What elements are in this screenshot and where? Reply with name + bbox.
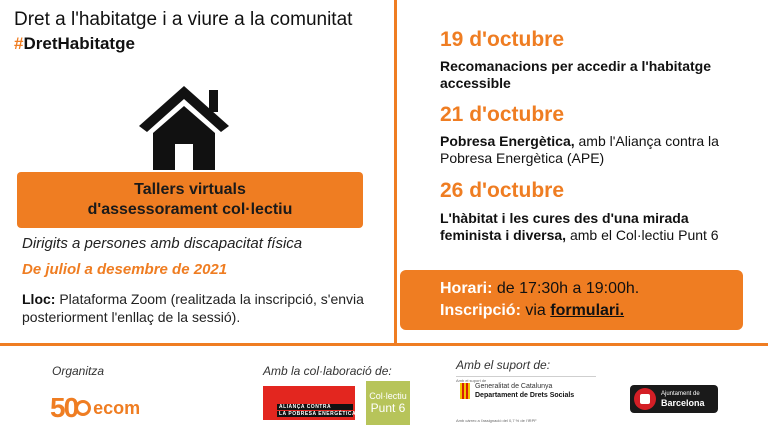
- irpf-note: Amb càrrec a l'assignació del 0,7 % de l'IRPF: [456, 418, 537, 423]
- hashtag: #DretHabitatge: [14, 34, 135, 53]
- collectiu-punt6-logo: Col·lectiu Punt 6: [366, 381, 410, 425]
- event-date-1: 19 d'octubre: [440, 28, 565, 51]
- workshops-line-2: d'assessorament col·lectiu: [87, 201, 293, 218]
- event-desc-3: L'hàbitat i les cures des d'una mirada feminista i diversa, amb el Col·lectiu Punt 6: [440, 210, 719, 243]
- audience-text: Dirigits a persones amb discapacitat física: [22, 235, 303, 252]
- organizer-label: Organitza: [52, 364, 105, 378]
- left-column: [14, 8, 386, 54]
- collaboration-label: Amb la col·laboració de:: [263, 364, 392, 378]
- period-text: De juliol a desembre de 2021: [22, 261, 228, 278]
- house-icon: [137, 82, 232, 172]
- horizontal-divider: [0, 343, 768, 346]
- workshops-line-1: Tallers virtuals: [134, 181, 246, 198]
- vertical-divider: [394, 0, 397, 345]
- event-desc-1: Recomanacions per accedir a l'habitatge accessible: [440, 58, 711, 91]
- support-underline: [456, 376, 596, 377]
- ajuntament-logo: Ajuntament de Barcelona: [630, 385, 718, 413]
- event-date-2: 21 d'octubre: [440, 103, 565, 126]
- gencat-logo: Generalitat de Catalunya Departament de Drets Socials: [460, 382, 574, 400]
- registration: Inscripció: via formulari.: [440, 302, 625, 319]
- alianca-logo: ALIANÇA CONTRA LA POBRESA ENERGÈTICA: [263, 386, 355, 420]
- ecom-ring-icon: [75, 400, 91, 416]
- event-date-3: 26 d'octubre: [440, 179, 565, 202]
- gencat-small-label: Amb el suport de: [456, 378, 487, 383]
- schedule-box: [400, 270, 743, 330]
- location-text: Lloc: Plataforma Zoom (realitzada la inscripció, s'envia posteriorment l'enllaç de la sessió).: [22, 291, 364, 325]
- support-label: Amb el suport de:: [456, 358, 551, 372]
- senyera-icon: [460, 383, 470, 399]
- registration-form-link[interactable]: formulari.: [550, 302, 625, 319]
- workshops-banner: [17, 172, 363, 228]
- barcelona-shield-icon: [634, 388, 656, 410]
- event-desc-2: Pobresa Energètica, amb l'Aliança contra la Pobresa Energètica (APE): [440, 133, 719, 166]
- ecom-logo: 50 ecom: [50, 392, 141, 423]
- main-title: Dret a l'habitatge i a viure a la comunitat: [14, 9, 353, 30]
- schedule-time: Horari: de 17:30h a 19:00h.: [440, 280, 640, 297]
